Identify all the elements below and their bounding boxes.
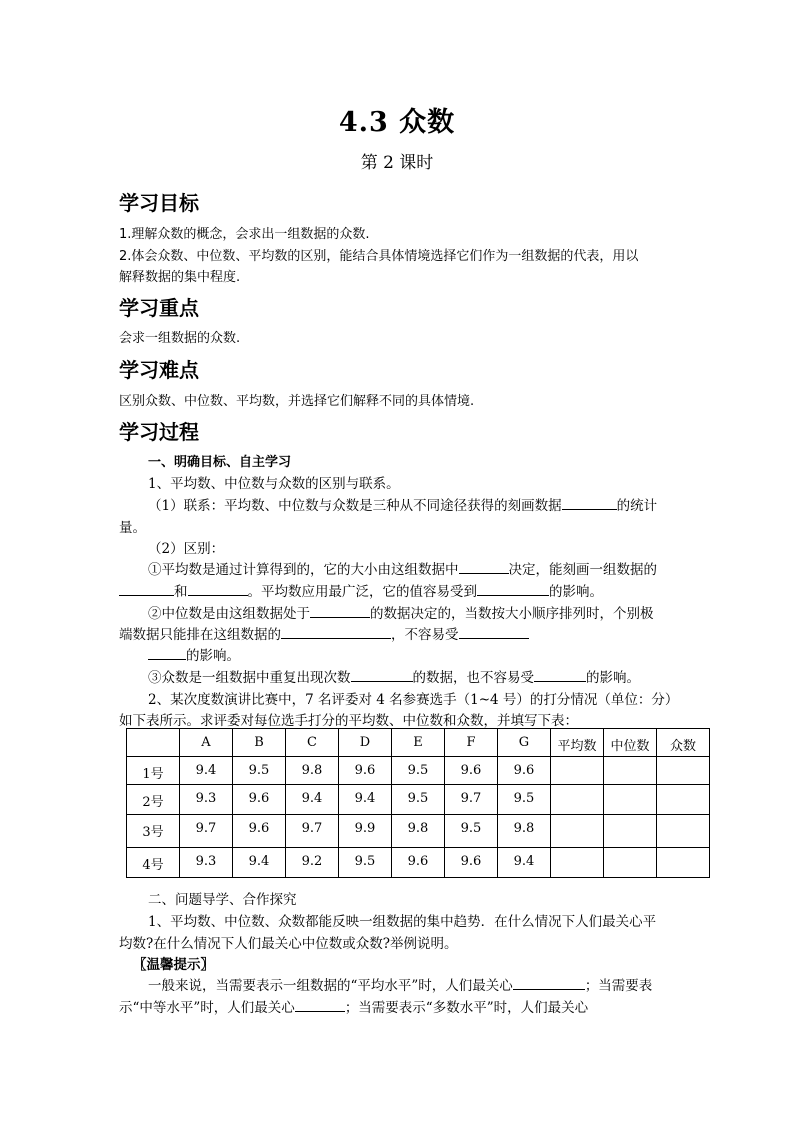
- link-text-b: 的统计: [616, 498, 658, 514]
- question-2a: 2、某次度数演讲比赛中，7 名评委对 4 名参赛选手（1~4 号）的打分情况（单位：分）: [148, 692, 679, 708]
- mode-line: [148, 666, 640, 686]
- score-cell: 9.2: [286, 848, 339, 878]
- median-text-a: ②中位数是由这组数据处于: [148, 606, 310, 622]
- median-answer-cell[interactable]: [604, 848, 657, 878]
- objective-2a: 2.体会众数、中位数、平均数的区别，能结合具体情境选择它们作为一组数据的代表，用以: [119, 249, 639, 264]
- section2-question-1a: 1、平均数、中位数、众数都能反映一组数据的集中趋势．在什么情况下人们最关心平: [148, 914, 657, 930]
- score-cell: 9.4: [498, 848, 551, 878]
- header-cell: E: [392, 729, 445, 757]
- score-cell: 9.6: [339, 757, 392, 785]
- score-cell: 9.4: [286, 785, 339, 815]
- question-2b: 如下表所示。求评委对每位选手打分的平均数、中位数和众数，并填写下表：: [119, 713, 578, 729]
- section1-heading: 一、明确目标、自主学习: [148, 455, 292, 470]
- table-row: [127, 785, 710, 815]
- blank-link[interactable]: [562, 496, 617, 510]
- link-line-end: 量。: [119, 520, 146, 536]
- median-answer-cell[interactable]: [604, 815, 657, 848]
- score-cell: 9.5: [233, 757, 286, 785]
- difficulties-heading: 学习难点: [119, 358, 199, 382]
- key-points-text: 会求一组数据的众数.: [119, 331, 241, 346]
- blank-mean-3[interactable]: [188, 582, 248, 596]
- blank-median-1[interactable]: [310, 604, 370, 618]
- tip-text-b: ；当需要表: [584, 978, 653, 994]
- page-subtitle: 第 2 课时: [360, 153, 434, 173]
- header-cell: [127, 729, 180, 757]
- mean-line-2: [119, 580, 603, 600]
- score-cell: 9.7: [180, 815, 233, 848]
- score-cell: 9.4: [180, 757, 233, 785]
- process-heading: 学习过程: [119, 420, 199, 444]
- link-line: [148, 494, 657, 514]
- score-cell: 9.6: [445, 848, 498, 878]
- tip-text-c: 示“中等水平”时，人们最关心: [119, 1000, 295, 1016]
- mode-answer-cell[interactable]: [657, 785, 710, 815]
- median-answer-cell[interactable]: [604, 785, 657, 815]
- tip-heading: 〖温馨提示〗: [133, 957, 214, 973]
- blank-mode-2[interactable]: [534, 668, 586, 682]
- score-cell: 9.3: [180, 785, 233, 815]
- score-cell: 9.3: [180, 848, 233, 878]
- median-text-e: 的影响。: [186, 648, 240, 664]
- median-text-d: ，不容易受: [391, 627, 459, 643]
- score-cell: 9.5: [392, 757, 445, 785]
- mean-text-c: 和: [174, 584, 188, 600]
- header-cell: A: [180, 729, 233, 757]
- score-cell: 9.4: [339, 785, 392, 815]
- objectives-heading: 学习目标: [119, 191, 199, 215]
- header-cell: D: [339, 729, 392, 757]
- median-line-1: [148, 602, 654, 622]
- mode-text-a: ③众数是一组数据中重复出现次数: [148, 670, 351, 686]
- header-cell: G: [498, 729, 551, 757]
- median-text-c: 端数据只能排在这组数据的: [119, 627, 281, 643]
- table-header-row: [127, 729, 710, 757]
- mean-answer-cell[interactable]: [551, 848, 604, 878]
- score-cell: 9.6: [233, 785, 286, 815]
- mode-answer-cell[interactable]: [657, 848, 710, 878]
- score-cell: 9.7: [445, 785, 498, 815]
- tip-line-2: [119, 996, 588, 1016]
- blank-tip-1[interactable]: [513, 976, 585, 990]
- header-cell: 众数: [657, 729, 710, 757]
- link-text-a: （1）联系：平均数、中位数与众数是三种从不同途径获得的刻画数据: [148, 498, 562, 514]
- score-cell: 9.7: [286, 815, 339, 848]
- table-row: [127, 848, 710, 878]
- table-row: [127, 757, 710, 785]
- blank-median-3[interactable]: [459, 625, 529, 639]
- blank-mean-2[interactable]: [119, 582, 174, 596]
- median-text-b: 的数据决定的，当数按大小顺序排列时，个别极: [370, 606, 654, 622]
- row-label: 2号: [127, 785, 180, 815]
- mean-text-a: ①平均数是通过计算得到的，它的大小由这组数据中: [148, 562, 459, 578]
- section2-question-1b: 均数?在什么情况下人们最关心中位数或众数?举例说明。: [119, 936, 458, 952]
- difference-label: （2）区别：: [148, 541, 225, 557]
- median-line-2: [119, 623, 529, 643]
- row-label: 1号: [127, 757, 180, 785]
- mode-answer-cell[interactable]: [657, 757, 710, 785]
- table-row: [127, 815, 710, 848]
- mode-answer-cell[interactable]: [657, 815, 710, 848]
- score-cell: 9.8: [392, 815, 445, 848]
- page-title: 4.3 众数: [338, 107, 456, 138]
- mode-text-c: 的影响。: [586, 670, 640, 686]
- question-1: 1、平均数、中位数与众数的区别与联系。: [148, 476, 400, 492]
- objective-1: 1.理解众数的概念，会求出一组数据的众数.: [119, 227, 370, 242]
- score-cell: 9.6: [233, 815, 286, 848]
- blank-mode-1[interactable]: [351, 668, 413, 682]
- score-cell: 9.6: [392, 848, 445, 878]
- row-label: 4号: [127, 848, 180, 878]
- score-cell: 9.9: [339, 815, 392, 848]
- objective-2b: 解释数据的集中程度.: [119, 270, 241, 285]
- header-cell: C: [286, 729, 339, 757]
- score-cell: 9.4: [233, 848, 286, 878]
- score-cell: 9.5: [498, 785, 551, 815]
- mean-answer-cell[interactable]: [551, 757, 604, 785]
- score-cell: 9.5: [392, 785, 445, 815]
- mode-text-b: 的数据，也不容易受: [412, 670, 534, 686]
- tip-text-d: ；当需要表示“多数水平”时，人们最关心: [344, 1000, 589, 1016]
- header-cell: F: [445, 729, 498, 757]
- blank-mean-4[interactable]: [477, 582, 549, 596]
- mean-answer-cell[interactable]: [551, 785, 604, 815]
- blank-median-2[interactable]: [281, 625, 391, 639]
- mean-text-e: 的影响。: [549, 584, 603, 600]
- score-cell: 9.5: [445, 815, 498, 848]
- section2-heading: 二、问题导学、合作探究: [148, 892, 297, 908]
- median-line-3: [148, 644, 240, 664]
- mean-text-d: 。平均数应用最广泛，它的值容易受到: [247, 584, 477, 600]
- score-cell: 9.5: [339, 848, 392, 878]
- score-cell: 9.6: [498, 757, 551, 785]
- blank-tip-2[interactable]: [295, 998, 345, 1012]
- mean-answer-cell[interactable]: [551, 815, 604, 848]
- score-cell: 9.8: [286, 757, 339, 785]
- tip-line-1: [148, 974, 652, 994]
- row-label: 3号: [127, 815, 180, 848]
- scores-table: [126, 728, 710, 878]
- key-points-heading: 学习重点: [119, 296, 199, 320]
- score-cell: 9.8: [498, 815, 551, 848]
- mean-line-1: [148, 558, 657, 578]
- header-cell: 中位数: [604, 729, 657, 757]
- difficulties-text: 区别众数、中位数、平均数，并选择它们解释不同的具体情境.: [119, 394, 475, 409]
- header-cell: 平均数: [551, 729, 604, 757]
- header-cell: B: [233, 729, 286, 757]
- tip-text-a: 一般来说，当需要表示一组数据的“平均水平”时，人们最关心: [148, 978, 513, 994]
- mean-text-b: 决定，能刻画一组数据的: [508, 562, 657, 578]
- blank-mean-1[interactable]: [459, 560, 509, 574]
- blank-median-4[interactable]: [148, 646, 186, 660]
- score-cell: 9.6: [445, 757, 498, 785]
- median-answer-cell[interactable]: [604, 757, 657, 785]
